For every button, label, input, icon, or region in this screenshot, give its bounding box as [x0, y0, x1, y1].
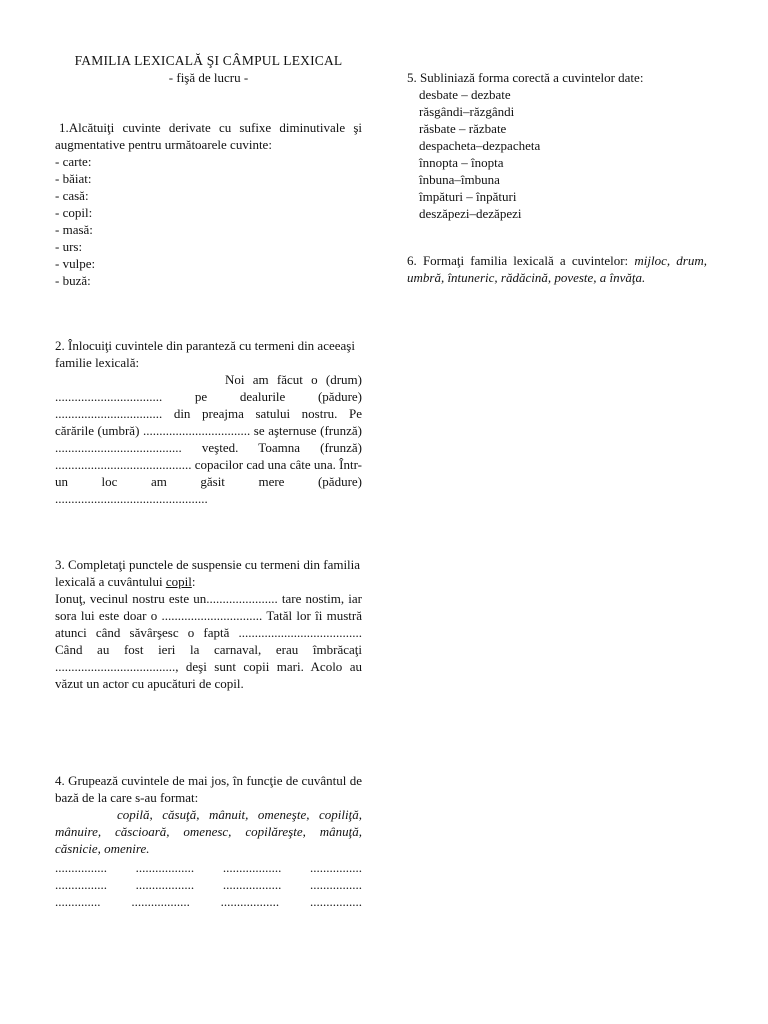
exercise-1-items [55, 153, 362, 289]
exercise-2-prompt: 2. Înlocuiţi cuvintele din paranteză cu termeni din aceeaşi familie lexicală: [55, 338, 355, 370]
exercise-4-prompt: 4. Grupează cuvintele de mai jos, în funcţie de cuvântul de bază de la care s-au format: [55, 773, 362, 805]
answer-blank[interactable]: ................ [55, 860, 107, 875]
exercise-5 [407, 69, 707, 222]
exercise-1-item: - casă: [55, 188, 89, 203]
answer-blank[interactable]: ................ [309, 877, 362, 892]
answer-blank[interactable]: ................ [55, 877, 107, 892]
exercise-6-prompt-text: 6. Formaţi familia lexicală a cuvintelor: [407, 253, 635, 268]
exercise-3-prompt-end: : [191, 574, 196, 589]
exercise-4-word-list: copilă, căsuţă, mânuit, omeneşte, copiliţă, mânuire, căscioară, omenesc, copilăreşte, mânuţă, căsnicie, omenire. [55, 807, 362, 856]
exercise-4-answer-lines [55, 859, 362, 910]
exercise-5-options [407, 86, 707, 222]
answer-line-row [55, 893, 362, 910]
exercise-3-prompt-text: 3. Completaţi punctele de suspensie cu termeni din familia lexicală a cuvântului [55, 557, 361, 589]
exercise-5-option[interactable]: înbuna–îmbuna [419, 172, 500, 187]
answer-line-row [55, 859, 362, 876]
exercise-2 [55, 337, 362, 507]
exercise-5-option[interactable]: răsbate – răzbate [419, 121, 507, 136]
exercise-6-word-list: mijloc, drum, umbră, întuneric, rădăcină, poveste, a învăţa. [407, 253, 707, 285]
exercise-3-prompt [55, 556, 362, 590]
exercise-1-item: - vulpe: [55, 256, 96, 271]
answer-blank[interactable]: .................. [131, 894, 190, 909]
answer-blank[interactable]: .................. [135, 860, 195, 875]
exercise-5-option[interactable]: desbate – dezbate [419, 87, 511, 102]
left-column [55, 52, 362, 909]
exercise-5-option[interactable]: înnopta – înopta [419, 155, 504, 170]
page-subtitle: - fişă de lucru - [168, 70, 249, 85]
exercise-1-item: - buză: [55, 273, 91, 288]
exercise-3-text: Ionuţ, vecinul nostru este un...................... tare nostim, iar sora lui este doar o ............................... Tatăl lor îi mustră atunci când săvârşesc o faptă ...................................... Când au fost ieri la carnaval, erau îmbrăcaţi ....................................., deşi sunt copii mari. Acolo au văzut un actor cu apucături de copil. [55, 591, 362, 691]
right-column [407, 69, 707, 285]
answer-blank[interactable]: .............. [55, 894, 101, 909]
exercise-5-option[interactable]: răsgândi–răzgândi [419, 104, 515, 119]
answer-blank[interactable]: .................. [222, 860, 282, 875]
exercise-3 [55, 556, 362, 692]
exercise-5-option[interactable]: despacheta–dezpacheta [419, 138, 541, 153]
exercise-1-item: - copil: [55, 205, 93, 220]
answer-blank[interactable]: .................. [222, 877, 282, 892]
exercise-1-item: - masă: [55, 222, 93, 237]
exercise-4 [55, 772, 362, 910]
exercise-1-item: - urs: [55, 239, 83, 254]
exercise-3-key-word: copil [165, 574, 192, 589]
answer-blank[interactable]: ................ [309, 894, 362, 909]
page-title: FAMILIA LEXICALĂ ŞI CÂMPUL LEXICAL [74, 53, 343, 68]
exercise-5-prompt: 5. Subliniază forma corectă a cuvintelor date: [407, 70, 644, 85]
answer-blank[interactable]: .................. [135, 877, 195, 892]
exercise-5-option[interactable]: împături – înpături [419, 189, 517, 204]
exercise-5-option[interactable]: deszăpezi–dezăpezi [419, 206, 522, 221]
exercise-2-text: Noi am făcut o (drum) ................................. pe dealurile (pădure) ................................. din preajma satului nostru. Pe cărările (umbră) ................................. se aşternuse (frunză) ....................................... veşted. Toamna (frunză) .......................................... copacilor cad una câte una. Într-un loc am găsit mere (pădure) ............................................... [55, 372, 362, 506]
answer-blank[interactable]: .................. [220, 894, 280, 909]
exercise-1-item: - băiat: [55, 171, 92, 186]
exercise-6-prompt [407, 252, 707, 286]
exercise-4-words [55, 806, 362, 857]
exercise-1-prompt: 1.Alcătuiţi cuvinte derivate cu sufixe diminutivale şi augmentative pentru următoarele cuvinte: [55, 120, 362, 152]
exercise-1-item: - carte: [55, 154, 92, 169]
answer-blank[interactable]: ................ [309, 860, 362, 875]
answer-line-row [55, 876, 362, 893]
exercise-6 [407, 252, 707, 286]
exercise-1 [55, 119, 362, 289]
